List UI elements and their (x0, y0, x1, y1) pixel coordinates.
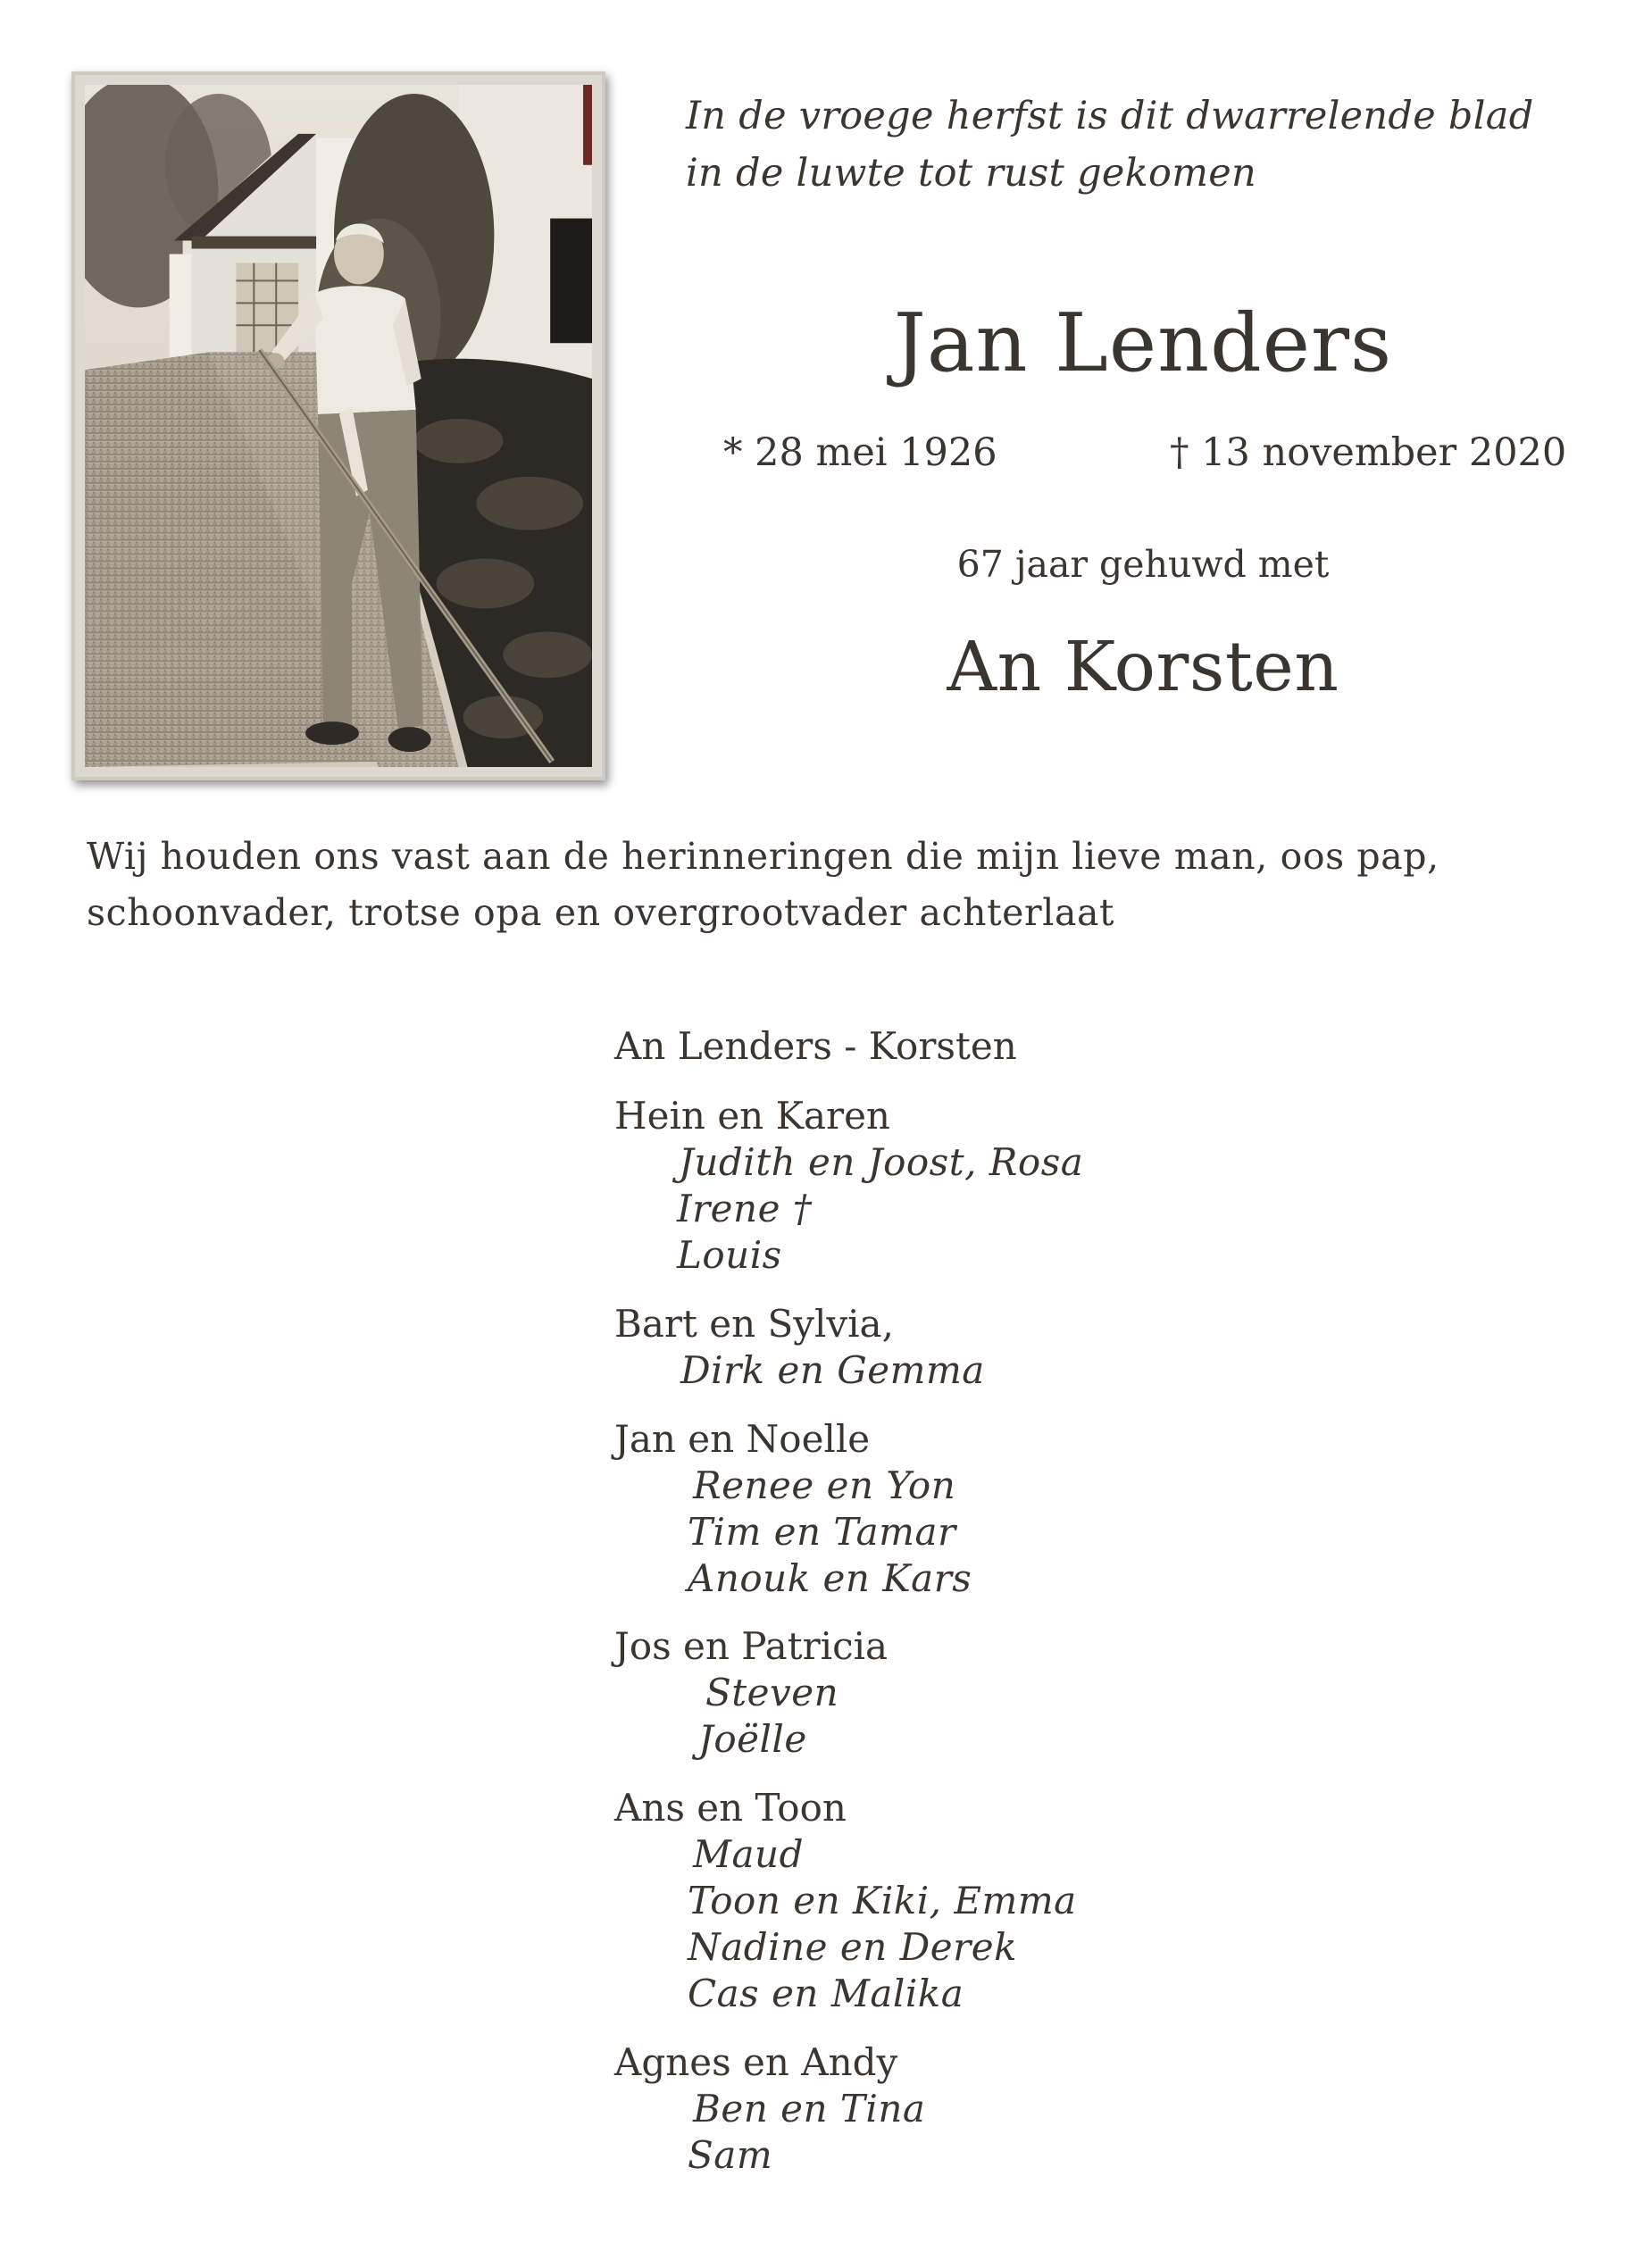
portrait-photo (71, 71, 605, 780)
family-child: Joëlle (698, 1717, 807, 1761)
family-child: Cas en Malika (688, 1972, 964, 2015)
death-date: † 13 november 2020 (1170, 430, 1567, 475)
marriage-line: 67 jaar gehuwd met (956, 543, 1330, 586)
widow-name: An Lenders - Korsten (614, 1024, 1017, 1068)
family-parents: Jos en Patricia (614, 1624, 889, 1668)
poem (686, 88, 1579, 202)
family-parents: Ans en Toon (614, 1786, 847, 1830)
family-child: Dirk en Gemma (680, 1348, 985, 1392)
family-parents: Jan en Noelle (614, 1417, 871, 1461)
family-child: Anouk en Kars (688, 1556, 972, 1600)
family-parents: Bart en Sylvia, (614, 1302, 894, 1346)
family-child: Louis (677, 1233, 782, 1277)
family-child: Nadine en Derek (688, 1925, 1018, 1969)
family-parents: Hein en Karen (614, 1094, 890, 1138)
family-child: Irene † (677, 1187, 813, 1230)
family-child: Sam (688, 2133, 773, 2177)
intro-line: schoonvader, trotse opa en overgrootvader achterlaat (87, 891, 1115, 934)
birth-date: * 28 mei 1926 (723, 430, 997, 475)
deceased-name: Jan Lenders (893, 296, 1393, 390)
family-child: Maud (693, 1832, 804, 1876)
intro-text (87, 829, 1605, 941)
family-child: Ben en Tina (693, 2087, 926, 2130)
portrait-photo-icon (85, 85, 592, 767)
intro-line: Wij houden ons vast aan de herinneringen die mijn lieve man, oos pap, (87, 835, 1439, 878)
family-child: Renee en Yon (693, 1463, 956, 1507)
poem-line: In de vroege herfst is dit dwarrelende blad (686, 94, 1534, 138)
family-parents: Agnes en Andy (614, 2040, 898, 2084)
spouse-name: An Korsten (947, 628, 1339, 707)
family-child: Tim en Tamar (688, 1510, 956, 1554)
family-child: Toon en Kiki, Emma (688, 1879, 1077, 1922)
family-child: Judith en Joost, Rosa (679, 1140, 1084, 1184)
family-child: Steven (705, 1671, 839, 1714)
poem-line: in de luwte tot rust gekomen (686, 151, 1257, 196)
